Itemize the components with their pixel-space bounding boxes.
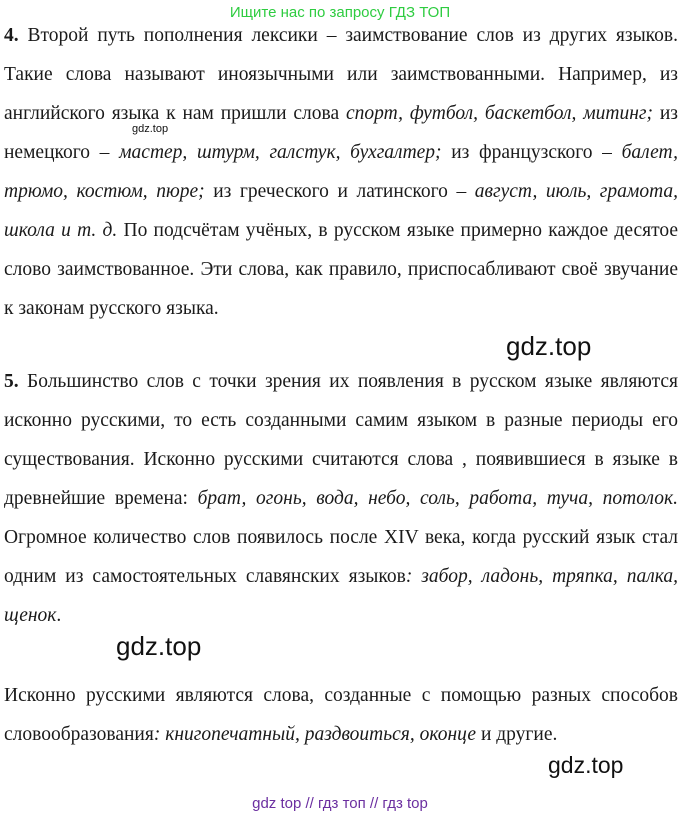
example-words: мастер, штурм, галстук, бухгалтер; (119, 142, 442, 163)
top-banner[interactable]: Ищите нас по запросу ГДЗ ТОП (229, 4, 451, 21)
paragraph-text: из немецкого – (4, 103, 678, 163)
paragraph-4 (4, 16, 678, 328)
paragraph-text: . (56, 605, 62, 626)
bottom-banner[interactable]: gdz top // гдз топ // гдз top (252, 795, 428, 812)
paragraph-conclusion (4, 676, 678, 754)
paragraph-number: 5. (4, 371, 19, 392)
example-words: август, июль, грамота, школа и т. д. (4, 181, 679, 241)
paragraph-text: Исконно русскими являются слова, созданные с помощью разных способов словообразования (4, 685, 678, 745)
example-words: балет, трюмо, костюм, пюре; (4, 142, 678, 202)
paragraph-text: Большинство слов с точки зрения их появления в русском языке являются исконно русскими, то есть созданными самим языком в разные периоды его существования. Исконно русскими считаются слова , появившиеся в языке в древнейшие времена: (4, 371, 678, 509)
paragraph-text: По подсчётам учёных, в русском языке примерно каждое десятое слово заимствованное. Эти слова, как правило, приспосабливают своё звучание к законам русского языка. (4, 220, 678, 319)
watermark-3: gdz.top (548, 752, 624, 778)
paragraph-number: 4. (4, 25, 19, 46)
paragraph-text: Огромное количество слов появилось после XIV века, когда русский язык стал одним из самостоятельных славянских языков (4, 527, 678, 587)
example-words: спорт, футбол, баскетбол, митинг; (345, 103, 654, 124)
example-words: брат, огонь, вода, небо, соль, работа, туча, потолок. (197, 488, 678, 509)
paragraph-text: и другие. (476, 724, 558, 745)
paragraph-text: из французского – (441, 142, 622, 163)
example-words: : забор, ладонь, тряпка, палка, щенок (4, 566, 678, 626)
paragraph-5 (4, 362, 678, 635)
watermark-1: gdz.top (506, 331, 592, 361)
watermark-2: gdz.top (116, 631, 202, 661)
watermark-small: gdz.top (132, 123, 169, 135)
example-words: : книгопечатный, раздвоиться, оконце (153, 724, 477, 745)
paragraph-text: из греческого и латинского – (204, 181, 475, 202)
paragraph-text: Второй путь пополнения лексики – заимствование слов из других языков. Такие слова называют иноязычными или заимствованными. Например, из английского языка к нам пришли слова (4, 25, 678, 124)
